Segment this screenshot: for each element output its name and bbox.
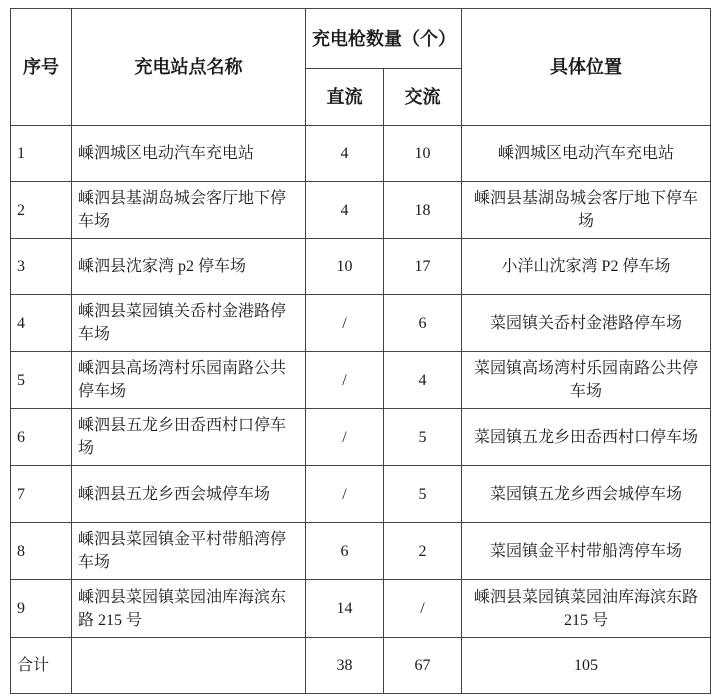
row-station-name: 嵊泗县菜园镇金平村带船湾停车场 [72, 523, 306, 580]
total-station-name [72, 638, 306, 694]
row-dc-count: 14 [306, 580, 384, 638]
row-seq: 4 [11, 295, 72, 352]
row-station-name: 嵊泗县高场湾村乐园南路公共停车场 [72, 352, 306, 409]
row-station-name: 嵊泗县五龙乡田岙西村口停车场 [72, 409, 306, 466]
row-seq: 6 [11, 409, 72, 466]
row-seq: 8 [11, 523, 72, 580]
row-station-name: 嵊泗县沈家湾 p2 停车场 [72, 239, 306, 295]
row-dc-count: 10 [306, 239, 384, 295]
row-seq: 3 [11, 239, 72, 295]
row-station-name: 嵊泗县菜园镇关岙村金港路停车场 [72, 295, 306, 352]
row-station-name: 嵊泗县菜园镇菜园油库海滨东路 215 号 [72, 580, 306, 638]
row-station-name: 嵊泗城区电动汽车充电站 [72, 126, 306, 182]
row-location: 嵊泗县菜园镇菜园油库海滨东路 215 号 [462, 580, 711, 638]
header-gun-count: 充电枪数量（个） [306, 9, 462, 69]
row-location: 菜园镇五龙乡田岙西村口停车场 [462, 409, 711, 466]
row-location: 菜园镇高场湾村乐园南路公共停车场 [462, 352, 711, 409]
header-location: 具体位置 [462, 9, 711, 126]
table-row [11, 580, 711, 638]
row-ac-count: 5 [384, 409, 462, 466]
row-dc-count: 6 [306, 523, 384, 580]
row-ac-count: 4 [384, 352, 462, 409]
row-ac-count: 17 [384, 239, 462, 295]
row-seq: 7 [11, 466, 72, 523]
header-dc: 直流 [306, 69, 384, 126]
row-seq: 2 [11, 182, 72, 239]
total-dc-count: 38 [306, 638, 384, 694]
row-dc-count: / [306, 352, 384, 409]
row-location: 嵊泗县基湖岛城会客厅地下停车场 [462, 182, 711, 239]
total-label: 合计 [11, 638, 72, 694]
table-row [11, 523, 711, 580]
row-seq: 1 [11, 126, 72, 182]
row-ac-count: / [384, 580, 462, 638]
table-row [11, 409, 711, 466]
total-location-count: 105 [462, 638, 711, 694]
total-row [11, 638, 711, 694]
row-ac-count: 10 [384, 126, 462, 182]
row-dc-count: 4 [306, 126, 384, 182]
table-row [11, 466, 711, 523]
table-row [11, 239, 711, 295]
header-ac: 交流 [384, 69, 462, 126]
row-seq: 5 [11, 352, 72, 409]
table-row [11, 126, 711, 182]
row-ac-count: 5 [384, 466, 462, 523]
row-dc-count: / [306, 466, 384, 523]
charging-station-table [10, 8, 711, 694]
row-location: 菜园镇五龙乡西会城停车场 [462, 466, 711, 523]
row-dc-count: / [306, 409, 384, 466]
row-ac-count: 2 [384, 523, 462, 580]
row-ac-count: 6 [384, 295, 462, 352]
header-station-name: 充电站点名称 [72, 9, 306, 126]
table-row [11, 182, 711, 239]
total-ac-count: 67 [384, 638, 462, 694]
row-dc-count: 4 [306, 182, 384, 239]
row-location: 菜园镇关岙村金港路停车场 [462, 295, 711, 352]
table-row [11, 295, 711, 352]
row-location: 小洋山沈家湾 P2 停车场 [462, 239, 711, 295]
header-seq: 序号 [11, 9, 72, 126]
row-location: 嵊泗城区电动汽车充电站 [462, 126, 711, 182]
row-dc-count: / [306, 295, 384, 352]
row-location: 菜园镇金平村带船湾停车场 [462, 523, 711, 580]
table-row [11, 352, 711, 409]
row-station-name: 嵊泗县五龙乡西会城停车场 [72, 466, 306, 523]
row-station-name: 嵊泗县基湖岛城会客厅地下停车场 [72, 182, 306, 239]
row-seq: 9 [11, 580, 72, 638]
row-ac-count: 18 [384, 182, 462, 239]
